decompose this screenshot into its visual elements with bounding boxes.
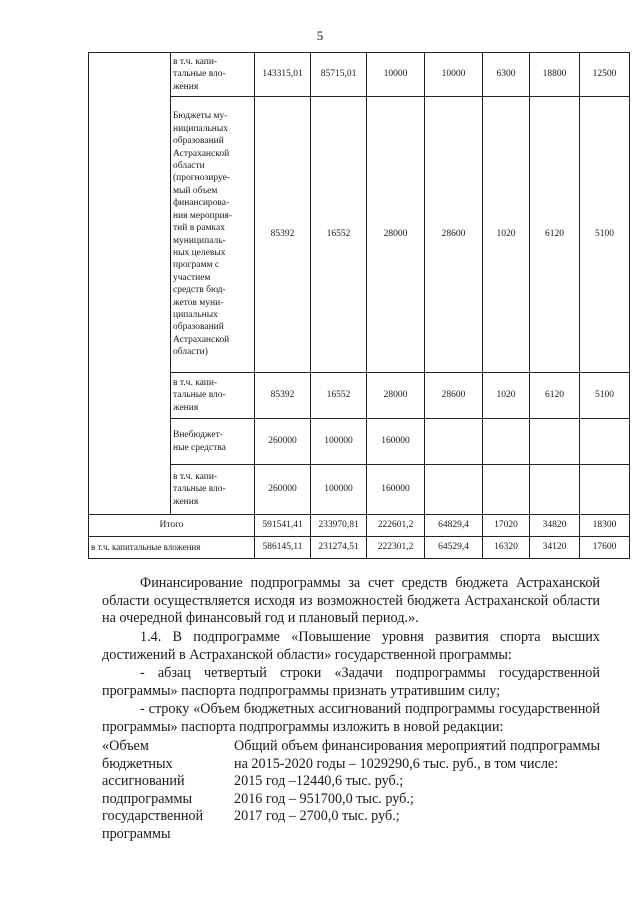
year-line: 2016 год – 951700,0 тыс. руб.; [234, 790, 414, 807]
row-label-line: ниципальных [173, 123, 229, 134]
total-value-cell: 591541,41 [255, 515, 311, 537]
value-cell: 12500 [580, 53, 630, 97]
row-label-line: образований [173, 136, 224, 147]
capital-value-cell: 16320 [483, 537, 530, 559]
row-label-line: тальные вло- [173, 390, 226, 401]
row-label-line: области) [173, 347, 208, 358]
capital-value-cell: 231274,51 [311, 537, 367, 559]
total-value-cell: 222601,2 [367, 515, 425, 537]
value-cell [580, 465, 630, 515]
row-label-line: муниципаль- [173, 235, 226, 246]
value-cell: 16552 [311, 373, 367, 419]
blank-cell [89, 97, 171, 373]
table-row [89, 465, 630, 515]
value-cell [425, 465, 483, 515]
capital-value-cell: 17600 [580, 537, 630, 559]
value-cell: 5100 [580, 373, 630, 419]
row-label-line: программ с [173, 260, 220, 271]
row-label-line: в т.ч. капи- [173, 471, 218, 482]
row-label [171, 97, 255, 373]
row-label-line: Внебюджет- [173, 430, 223, 441]
year-line: 2015 год –12440,6 тыс. руб.; [234, 773, 404, 789]
year-line: 2017 год – 2700,0 тыс. руб.; [234, 808, 400, 824]
quote-right-column [234, 738, 600, 826]
value-cell: 5100 [580, 97, 630, 373]
row-label [171, 419, 255, 465]
paragraph-subprogram: 1.4. В подпрограмме «Повышение уровня развития спорта высших достижений в Астраханской области» государственной программы: [102, 629, 600, 663]
value-cell: 6120 [530, 97, 580, 373]
table-row [89, 373, 630, 419]
value-cell: 100000 [311, 465, 367, 515]
row-label-line: жения [173, 81, 199, 92]
quote-left-column: «Объем бюджетных ассигнований подпрограммы государственной программы [102, 738, 204, 842]
value-cell: 28000 [367, 373, 425, 419]
value-cell: 100000 [311, 419, 367, 465]
value-cell: 6120 [530, 373, 580, 419]
table-row [89, 53, 630, 97]
value-cell: 10000 [367, 53, 425, 97]
table-row [89, 97, 630, 373]
row-label-line: тий в рамках [173, 223, 225, 234]
row-label-line: (прогнозируе- [173, 173, 230, 184]
row-label [171, 373, 255, 419]
value-cell: 6300 [483, 53, 530, 97]
capital-row [89, 537, 630, 559]
value-cell: 28000 [367, 97, 425, 373]
blank-cell [89, 419, 171, 465]
row-label-line: ния мероприя- [173, 210, 233, 221]
row-label-line: Астраханской [173, 334, 230, 345]
value-cell: 28600 [425, 97, 483, 373]
capital-value-cell: 586145,11 [255, 537, 311, 559]
value-cell: 260000 [255, 465, 311, 515]
row-label-line: тальные вло- [173, 484, 226, 495]
row-label-line: жения [173, 402, 199, 413]
row-label-line: жетов муни- [173, 297, 224, 308]
value-cell: 28600 [425, 373, 483, 419]
blank-cell [89, 465, 171, 515]
total-value-cell: 18300 [580, 515, 630, 537]
row-label-line: ных целевых [173, 247, 226, 258]
value-cell [530, 419, 580, 465]
total-value-cell: 17020 [483, 515, 530, 537]
quote-lead-text: Общий объем финансирования мероприятий подпрограммы на 2015-2020 годы – 1029290,6 тыс. руб., в том числе: [234, 738, 600, 772]
value-cell: 1020 [483, 97, 530, 373]
value-cell: 1020 [483, 373, 530, 419]
paragraph-tasks: - абзац четвертый строки «Задачи подпрограммы государственной программы» паспорта подпрограммы признать утратившим силу; [102, 665, 600, 699]
capital-value-cell: 34120 [530, 537, 580, 559]
value-cell: 10000 [425, 53, 483, 97]
total-label: Итого [89, 515, 255, 537]
total-value-cell: 233970,81 [311, 515, 367, 537]
total-value-cell: 64829,4 [425, 515, 483, 537]
row-label-line: мый объем [173, 185, 218, 196]
row-label-line: в т.ч. капи- [173, 56, 218, 67]
total-value-cell: 34820 [530, 515, 580, 537]
paragraph-financing: Финансирование подпрограммы за счет средств бюджета Астраханской области осуществляется исходя из возможностей бюджета Астраханской области на очередной финансовый год и плановый период.». [102, 575, 600, 626]
value-cell [425, 419, 483, 465]
capital-value-cell: 64529,4 [425, 537, 483, 559]
row-label-line: ные средства [173, 442, 226, 453]
value-cell [580, 419, 630, 465]
table-row [89, 419, 630, 465]
value-cell [483, 465, 530, 515]
capital-value-cell: 222301,2 [367, 537, 425, 559]
row-label-line: в т.ч. капи- [173, 377, 218, 388]
total-row [89, 515, 630, 537]
row-label-line: Астраханской [173, 148, 230, 159]
row-label [171, 465, 255, 515]
value-cell: 160000 [367, 419, 425, 465]
row-label-line: жения [173, 496, 199, 507]
table-body [89, 53, 630, 559]
blank-cell [89, 373, 171, 419]
row-label-line: финансирова- [173, 198, 230, 209]
row-label-line: участием [173, 272, 211, 283]
value-cell: 143315,01 [255, 53, 311, 97]
value-cell: 16552 [311, 97, 367, 373]
value-cell [483, 419, 530, 465]
value-cell: 85715,01 [311, 53, 367, 97]
row-label-line: Бюджеты му- [173, 111, 228, 122]
row-label-line: тальные вло- [173, 69, 226, 80]
value-cell: 85392 [255, 373, 311, 419]
page-number: 5 [316, 28, 324, 43]
capital-label: в т.ч. капитальные вложения [89, 537, 255, 559]
paragraph-volume: - строку «Объем бюджетных ассигнований подпрограммы государственной программы» паспорта подпрограммы изложить в новой редакции: [102, 701, 600, 735]
row-label [171, 53, 255, 97]
value-cell [530, 465, 580, 515]
financing-table [88, 52, 630, 559]
row-label-line: области [173, 161, 205, 172]
row-label-line: средств бюд- [173, 285, 226, 296]
blank-cell [89, 53, 171, 97]
value-cell: 160000 [367, 465, 425, 515]
value-cell: 18800 [530, 53, 580, 97]
row-label-line: ципальных [173, 309, 218, 320]
value-cell: 85392 [255, 97, 311, 373]
value-cell: 260000 [255, 419, 311, 465]
row-label-line: образований [173, 322, 224, 333]
